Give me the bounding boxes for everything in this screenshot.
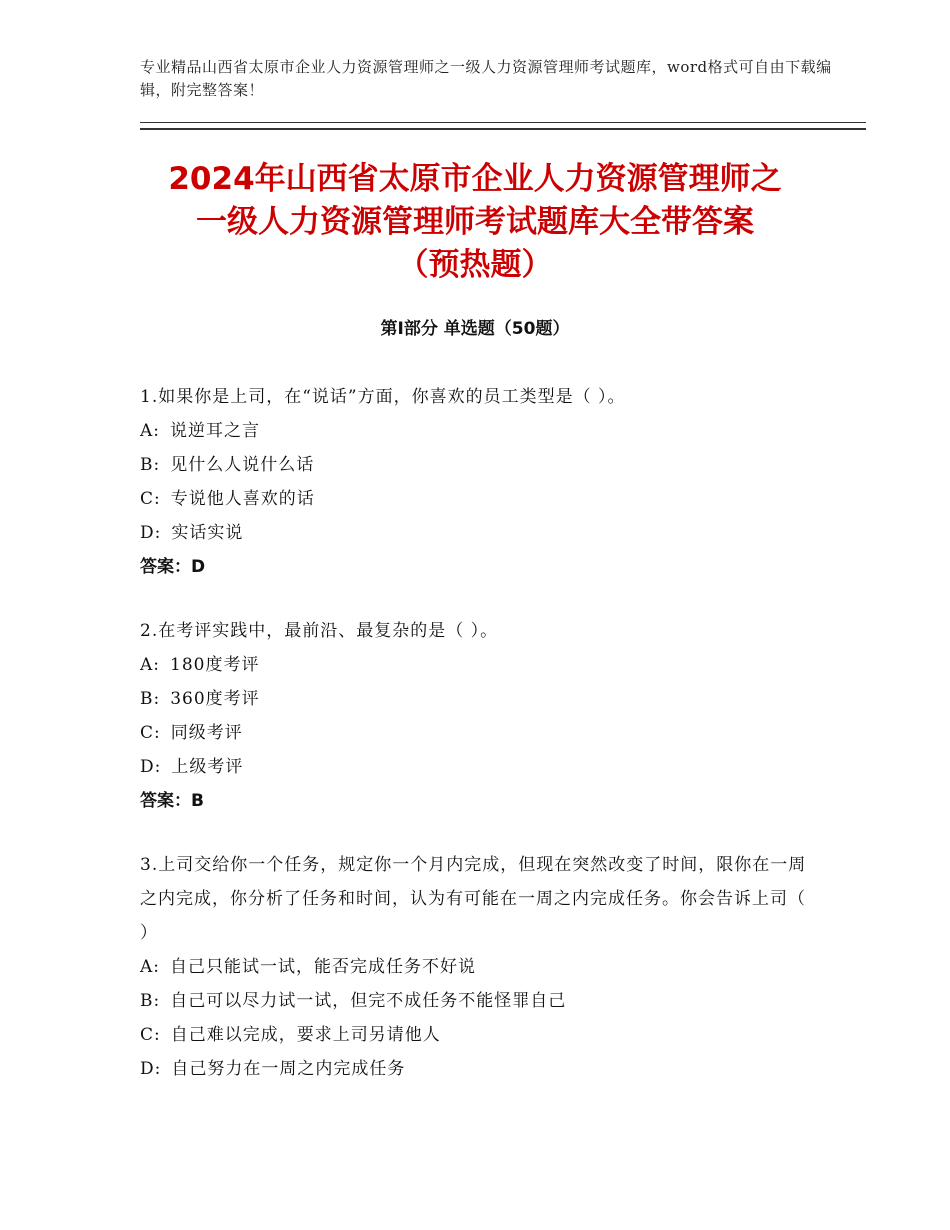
option-key: A: bbox=[140, 655, 161, 675]
answer-line: 答案：D bbox=[140, 557, 206, 577]
option-d bbox=[140, 750, 810, 784]
option-text: 上级考评 bbox=[171, 757, 244, 777]
option-key: B: bbox=[140, 455, 161, 475]
question-stem: 1.如果你是上司，在“说话”方面，你喜欢的员工类型是（ ）。 bbox=[140, 387, 626, 407]
question-3 bbox=[140, 848, 810, 1086]
question-2 bbox=[140, 614, 810, 818]
option-c bbox=[140, 716, 810, 750]
option-d bbox=[140, 516, 810, 550]
question-stem: 2.在考评实践中，最前沿、最复杂的是（ ）。 bbox=[140, 621, 499, 641]
option-b bbox=[140, 448, 810, 482]
option-text: 实话实说 bbox=[171, 523, 244, 543]
option-key: C: bbox=[140, 1025, 161, 1045]
option-text: 自己只能试一试，能否完成任务不好说 bbox=[170, 957, 477, 977]
option-text: 自己可以尽力试一试，但完不成任务不能怪罪自己 bbox=[170, 991, 567, 1011]
option-key: C: bbox=[140, 489, 161, 509]
option-key: C: bbox=[140, 723, 161, 743]
title-line-2: 一级人力资源管理师考试题库大全带答案 bbox=[196, 204, 754, 240]
option-key: A: bbox=[140, 957, 161, 977]
document-title bbox=[100, 158, 850, 287]
option-c bbox=[140, 482, 810, 516]
option-key: D: bbox=[140, 1059, 162, 1079]
option-d bbox=[140, 1052, 810, 1086]
option-text: 同级考评 bbox=[170, 723, 243, 743]
answer-line: 答案：B bbox=[140, 791, 204, 811]
option-text: 自己难以完成，要求上司另请他人 bbox=[170, 1025, 441, 1045]
title-line-3: （预热题） bbox=[397, 247, 553, 283]
option-text: 自己努力在一周之内完成任务 bbox=[171, 1059, 406, 1079]
option-text: 见什么人说什么话 bbox=[170, 455, 315, 475]
header-divider bbox=[140, 122, 866, 130]
option-key: B: bbox=[140, 689, 161, 709]
option-a bbox=[140, 648, 810, 682]
option-key: A: bbox=[140, 421, 161, 441]
option-b bbox=[140, 984, 810, 1018]
option-b bbox=[140, 682, 810, 716]
title-line-1: 2024年山西省太原市企业人力资源管理师之 bbox=[168, 161, 782, 197]
question-stem: 3.上司交给你一个任务，规定你一个月内完成，但现在突然改变了时间，限你在一周之内完成，你分析了任务和时间，认为有可能在一周之内完成任务。你会告诉上司（ ） bbox=[140, 855, 807, 943]
option-text: 180度考评 bbox=[170, 655, 260, 675]
option-text: 360度考评 bbox=[170, 689, 260, 709]
header-note: 专业精品山西省太原市企业人力资源管理师之一级人力资源管理师考试题库，word格式可自由下载编辑，附完整答案！ bbox=[140, 58, 832, 99]
option-key: D: bbox=[140, 757, 162, 777]
question-1 bbox=[140, 380, 810, 584]
option-a bbox=[140, 414, 810, 448]
option-c bbox=[140, 1018, 810, 1052]
section-title: 第Ⅰ部分 单选题（50题） bbox=[380, 319, 570, 339]
option-a bbox=[140, 950, 810, 984]
option-key: D: bbox=[140, 523, 162, 543]
option-text: 说逆耳之言 bbox=[170, 421, 261, 441]
question-list bbox=[140, 380, 810, 1116]
option-key: B: bbox=[140, 991, 161, 1011]
option-text: 专说他人喜欢的话 bbox=[170, 489, 315, 509]
